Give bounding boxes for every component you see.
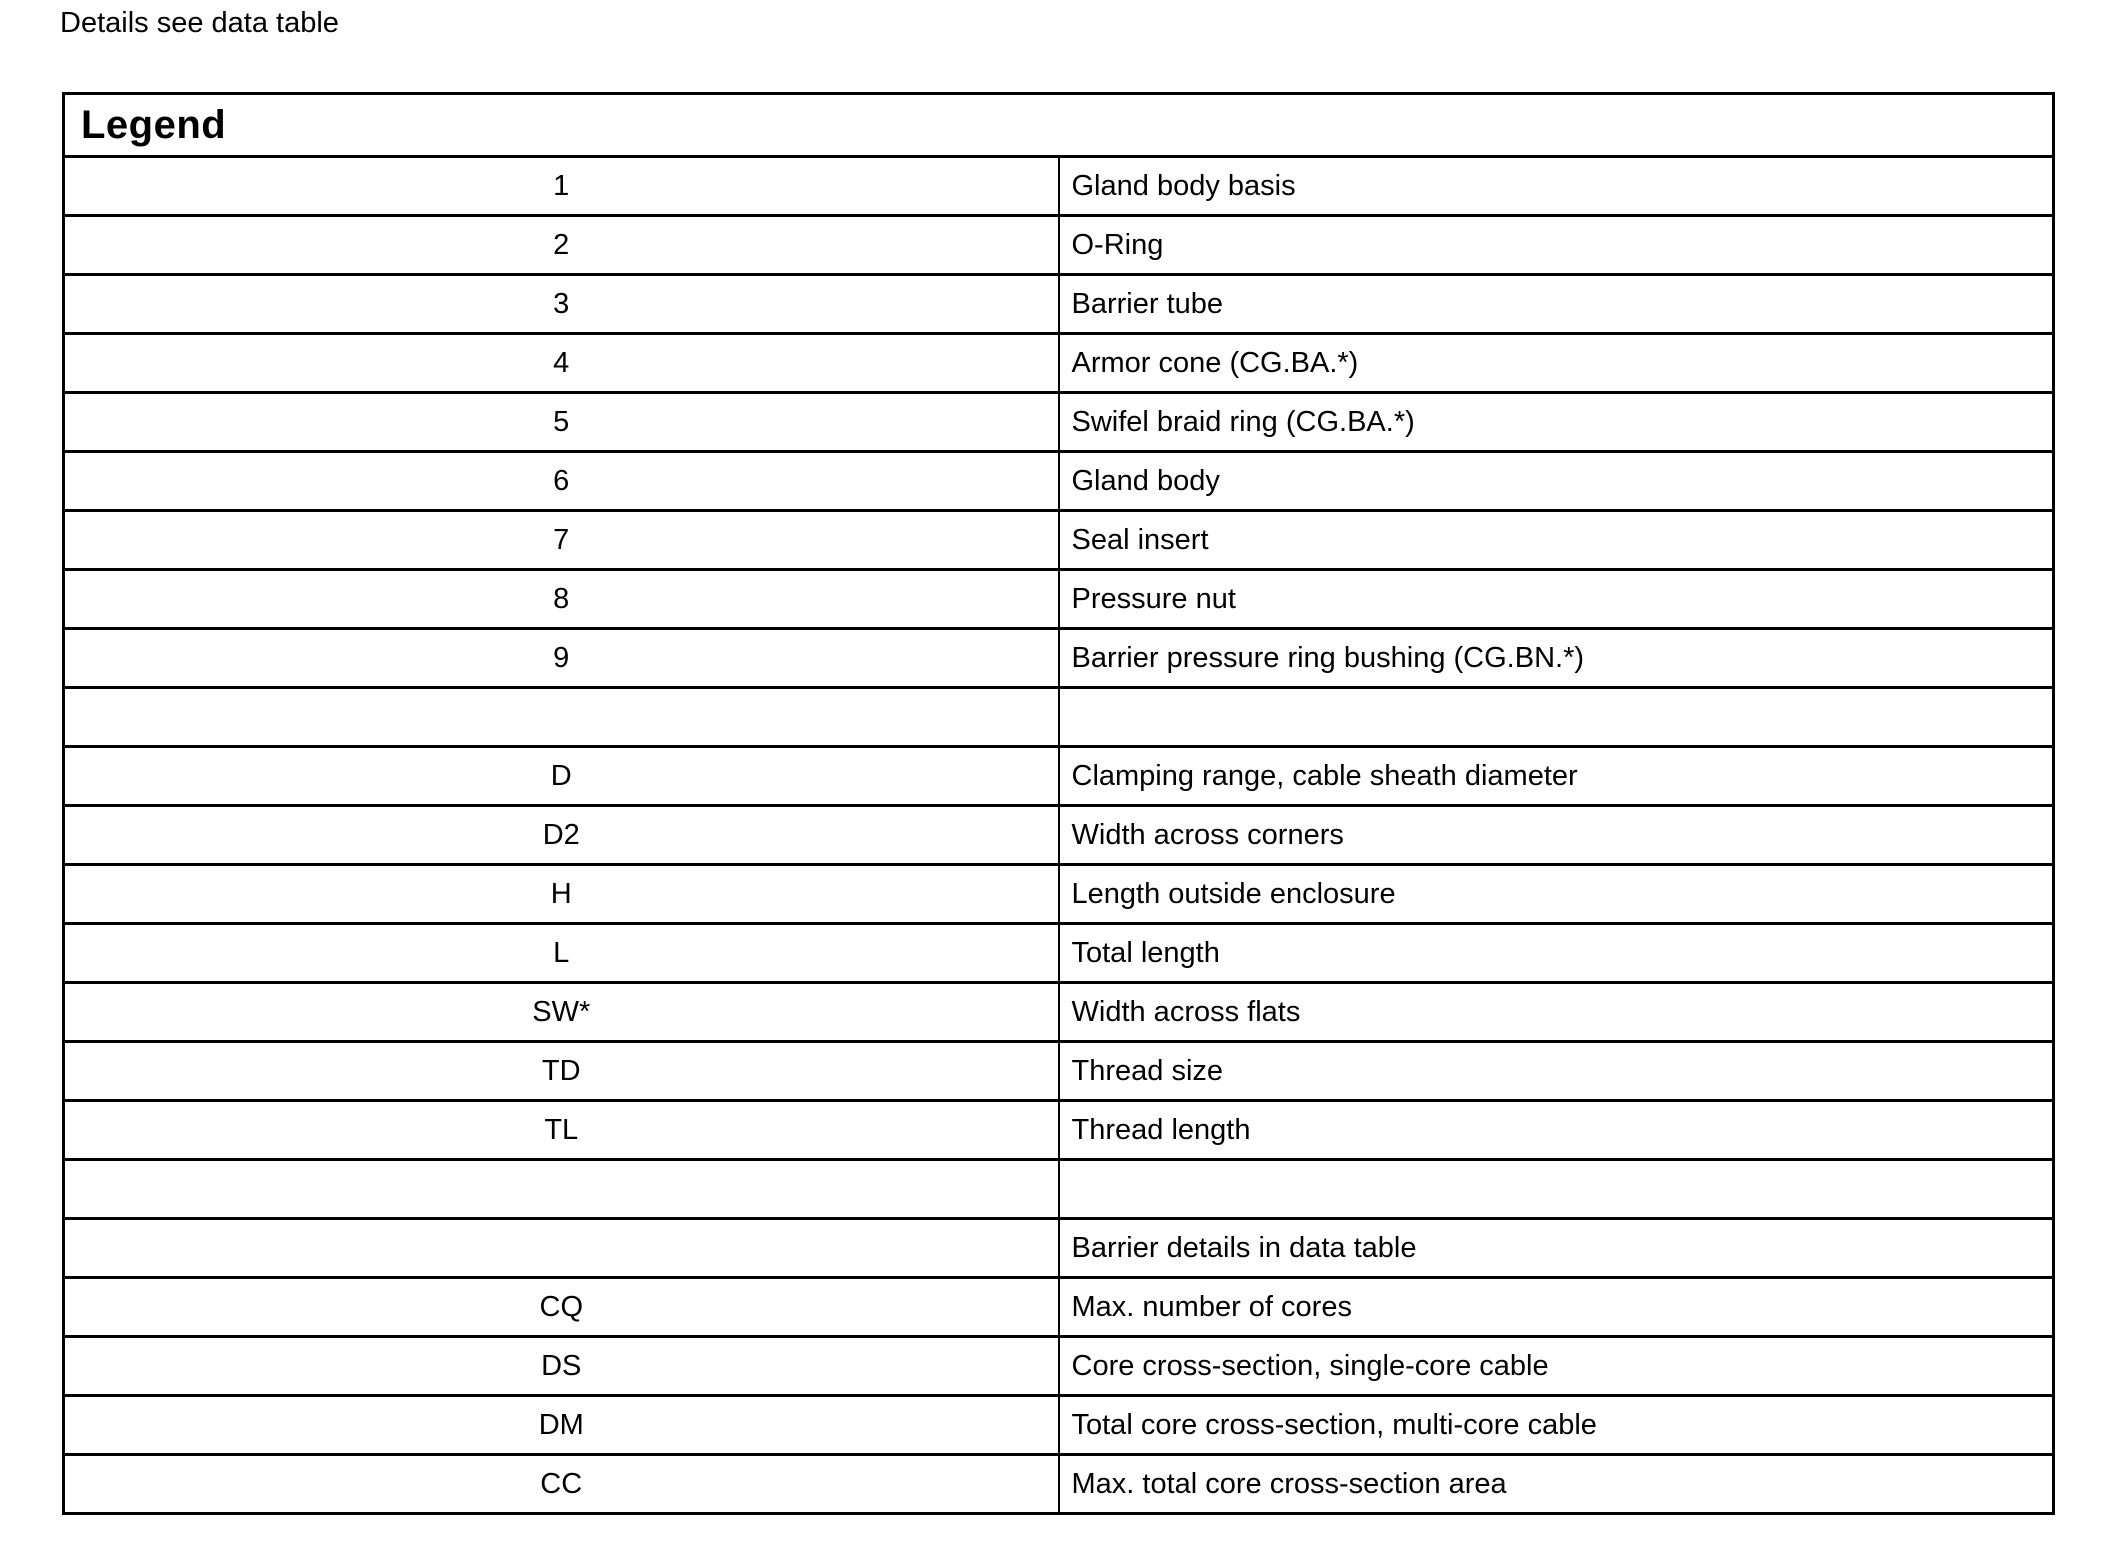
table-row xyxy=(64,629,2054,688)
row-description: Seal insert xyxy=(1059,511,2054,570)
row-description: Barrier details in data table xyxy=(1059,1219,2054,1278)
row-description: Total length xyxy=(1059,924,2054,983)
table-row xyxy=(64,1160,2054,1219)
legend-title: Legend xyxy=(64,94,2054,157)
row-key: 1 xyxy=(64,157,1059,216)
table-row xyxy=(64,983,2054,1042)
row-description: Gland body basis xyxy=(1059,157,2054,216)
row-key: 6 xyxy=(64,452,1059,511)
table-row xyxy=(64,1278,2054,1337)
row-key: H xyxy=(64,865,1059,924)
row-description: Width across flats xyxy=(1059,983,2054,1042)
row-key: 3 xyxy=(64,275,1059,334)
table-row xyxy=(64,452,2054,511)
row-description xyxy=(1059,1160,2054,1219)
row-description: Pressure nut xyxy=(1059,570,2054,629)
table-row xyxy=(64,393,2054,452)
row-key: 5 xyxy=(64,393,1059,452)
row-key: 4 xyxy=(64,334,1059,393)
table-row xyxy=(64,570,2054,629)
row-key: DS xyxy=(64,1337,1059,1396)
row-key xyxy=(64,1219,1059,1278)
row-description: Max. total core cross-section area xyxy=(1059,1455,2054,1514)
row-description: O-Ring xyxy=(1059,216,2054,275)
legend-table xyxy=(62,92,2055,1515)
table-row xyxy=(64,1396,2054,1455)
row-key xyxy=(64,688,1059,747)
legend-table-body xyxy=(64,157,2054,1514)
row-description: Width across corners xyxy=(1059,806,2054,865)
row-description: Barrier pressure ring bushing (CG.BN.*) xyxy=(1059,629,2054,688)
row-key: DM xyxy=(64,1396,1059,1455)
row-description: Armor cone (CG.BA.*) xyxy=(1059,334,2054,393)
row-key: 9 xyxy=(64,629,1059,688)
row-key: L xyxy=(64,924,1059,983)
table-row xyxy=(64,1455,2054,1514)
table-row xyxy=(64,216,2054,275)
row-key: D xyxy=(64,747,1059,806)
legend-table-head xyxy=(64,94,2054,157)
row-description: Length outside enclosure xyxy=(1059,865,2054,924)
table-row xyxy=(64,1101,2054,1160)
row-key: 7 xyxy=(64,511,1059,570)
table-row xyxy=(64,924,2054,983)
row-description: Barrier tube xyxy=(1059,275,2054,334)
row-key: CQ xyxy=(64,1278,1059,1337)
details-note: Details see data table xyxy=(60,7,339,39)
table-row xyxy=(64,1219,2054,1278)
legend-title-row xyxy=(64,94,2054,157)
row-key: TL xyxy=(64,1101,1059,1160)
table-row xyxy=(64,688,2054,747)
row-key: TD xyxy=(64,1042,1059,1101)
row-key xyxy=(64,1160,1059,1219)
row-description: Thread size xyxy=(1059,1042,2054,1101)
row-description: Thread length xyxy=(1059,1101,2054,1160)
row-key: D2 xyxy=(64,806,1059,865)
table-row xyxy=(64,865,2054,924)
row-key: 2 xyxy=(64,216,1059,275)
table-row xyxy=(64,747,2054,806)
row-key: CC xyxy=(64,1455,1059,1514)
row-description xyxy=(1059,688,2054,747)
row-key: 8 xyxy=(64,570,1059,629)
row-description: Gland body xyxy=(1059,452,2054,511)
table-row xyxy=(64,334,2054,393)
table-row xyxy=(64,1337,2054,1396)
table-row xyxy=(64,157,2054,216)
table-row xyxy=(64,806,2054,865)
row-description: Max. number of cores xyxy=(1059,1278,2054,1337)
row-description: Clamping range, cable sheath diameter xyxy=(1059,747,2054,806)
row-key: SW* xyxy=(64,983,1059,1042)
table-row xyxy=(64,511,2054,570)
table-row xyxy=(64,275,2054,334)
table-row xyxy=(64,1042,2054,1101)
row-description: Swifel braid ring (CG.BA.*) xyxy=(1059,393,2054,452)
row-description: Total core cross-section, multi-core cable xyxy=(1059,1396,2054,1455)
row-description: Core cross-section, single-core cable xyxy=(1059,1337,2054,1396)
